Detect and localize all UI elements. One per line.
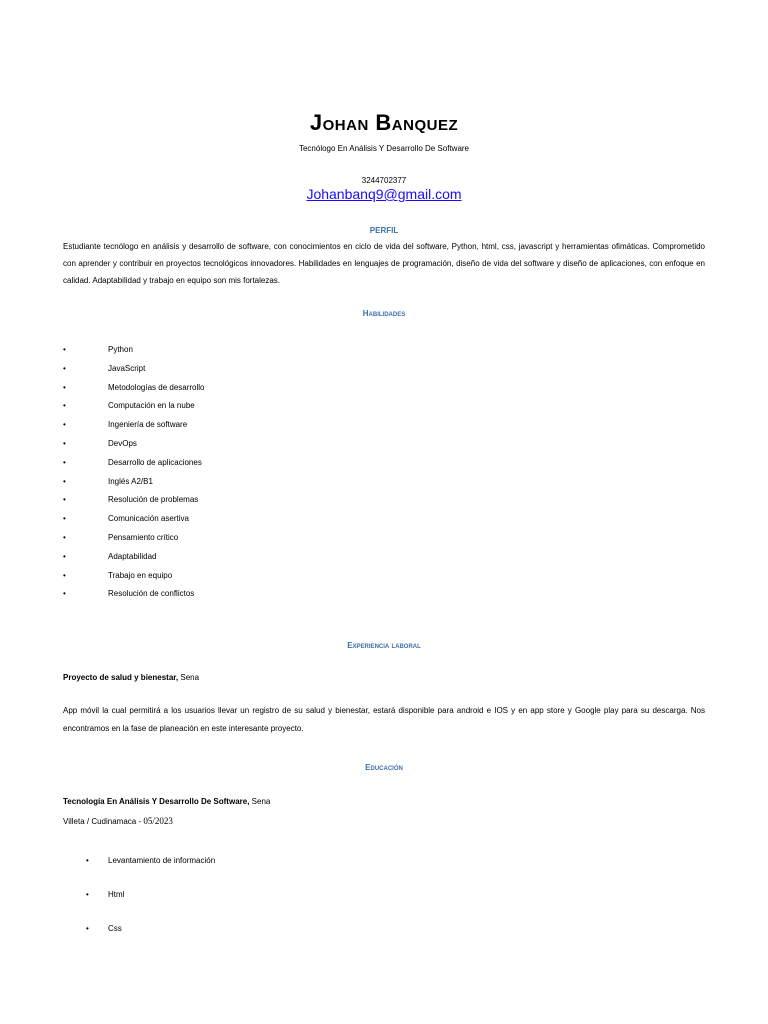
skill-item-label: JavaScript bbox=[108, 363, 146, 373]
profile-heading: PERFIL bbox=[369, 226, 399, 235]
skill-item-label: Resolución de problemas bbox=[108, 495, 199, 505]
skill-item-label: Python bbox=[108, 345, 133, 354]
email-link[interactable]: Johanbanq9@gmail.com bbox=[306, 186, 462, 202]
profile-text: Estudiante tecnólogo en análisis y desarrollo de software, con conocimientos en ciclo de vida del software, Python, html, css, javascript y herramientas ofimáticas. Comprometido con aprender y contribuir en proyectos tecnológicos innovadores. Habilidades en lenguajes de programación, diseño de vida del software y diseño de aplicaciones, con enfoque en calidad. Adaptabilidad y trabajo en equipo son mis fortalezas. bbox=[63, 242, 705, 285]
skill-item-label: Inglés A2/B1 bbox=[108, 476, 153, 486]
education-degree: Tecnología En Análisis Y Desarrollo De Software, bbox=[63, 797, 250, 806]
resume-name: Johan Banquez bbox=[309, 110, 459, 135]
bullet-icon: • bbox=[63, 533, 66, 542]
bullet-icon: • bbox=[63, 345, 66, 354]
bullet-icon: • bbox=[86, 924, 89, 933]
education-location bbox=[63, 816, 173, 826]
bullet-icon: • bbox=[63, 363, 66, 373]
bullet-icon: • bbox=[63, 439, 66, 448]
skill-item-label: Metodologías de desarrollo bbox=[108, 382, 205, 392]
education-date: 05/2023 bbox=[143, 816, 173, 826]
skill-item-label: Pensamiento crítico bbox=[108, 533, 179, 542]
skill-item-label: Ingeniería de software bbox=[108, 420, 188, 430]
experience-heading: Experiencia laboral bbox=[347, 641, 421, 650]
education-topic-label: Css bbox=[108, 924, 122, 933]
bullet-icon: • bbox=[63, 382, 66, 392]
education-entry bbox=[63, 797, 270, 806]
bullet-icon: • bbox=[63, 495, 66, 505]
bullet-icon: • bbox=[63, 476, 66, 486]
job-title: Tecnólogo En Análisis Y Desarrollo De Software bbox=[298, 144, 470, 153]
bullet-icon: • bbox=[63, 457, 66, 467]
skill-item-label: Comunicación asertiva bbox=[108, 514, 189, 524]
skill-item-label: Desarrollo de aplicaciones bbox=[108, 457, 202, 467]
bullet-icon: • bbox=[63, 514, 66, 524]
skill-item-label: Resolución de conflictos bbox=[108, 589, 195, 599]
education-topic-label: Html bbox=[108, 890, 125, 899]
bullet-icon: • bbox=[86, 856, 89, 865]
bullet-icon: • bbox=[63, 420, 66, 430]
education-location-text: Villeta / Cudinamaca - bbox=[63, 817, 144, 826]
skills-heading: Habilidades bbox=[362, 309, 406, 318]
bullet-icon: • bbox=[63, 551, 66, 561]
experience-description: App móvil la cual permitirá a los usuarios llevar un registro de su salud y bienestar, estará disponible para android e IOS y en app store y Google play para su descarga. Nos encontramos en la fase de planeación en este interesante proyecto. bbox=[63, 706, 705, 733]
skill-item-label: DevOps bbox=[108, 439, 137, 448]
experience-entry bbox=[63, 673, 199, 682]
education-topic-label: Levantamiento de información bbox=[108, 856, 216, 865]
phone-number: 3244702377 bbox=[361, 176, 407, 185]
bullet-icon: • bbox=[63, 570, 66, 580]
skill-item-label: Adaptabilidad bbox=[108, 551, 157, 561]
bullet-icon: • bbox=[86, 890, 89, 899]
experience-org: Sena bbox=[178, 673, 200, 682]
skill-item-label: Computación en la nube bbox=[108, 401, 195, 411]
experience-role: Proyecto de salud y bienestar, bbox=[63, 673, 179, 682]
bullet-icon: • bbox=[63, 401, 66, 411]
education-org: Sena bbox=[249, 797, 271, 806]
bullet-icon: • bbox=[63, 589, 66, 599]
skill-item-label: Trabajo en equipo bbox=[108, 570, 173, 580]
education-heading: Educación bbox=[365, 763, 403, 772]
